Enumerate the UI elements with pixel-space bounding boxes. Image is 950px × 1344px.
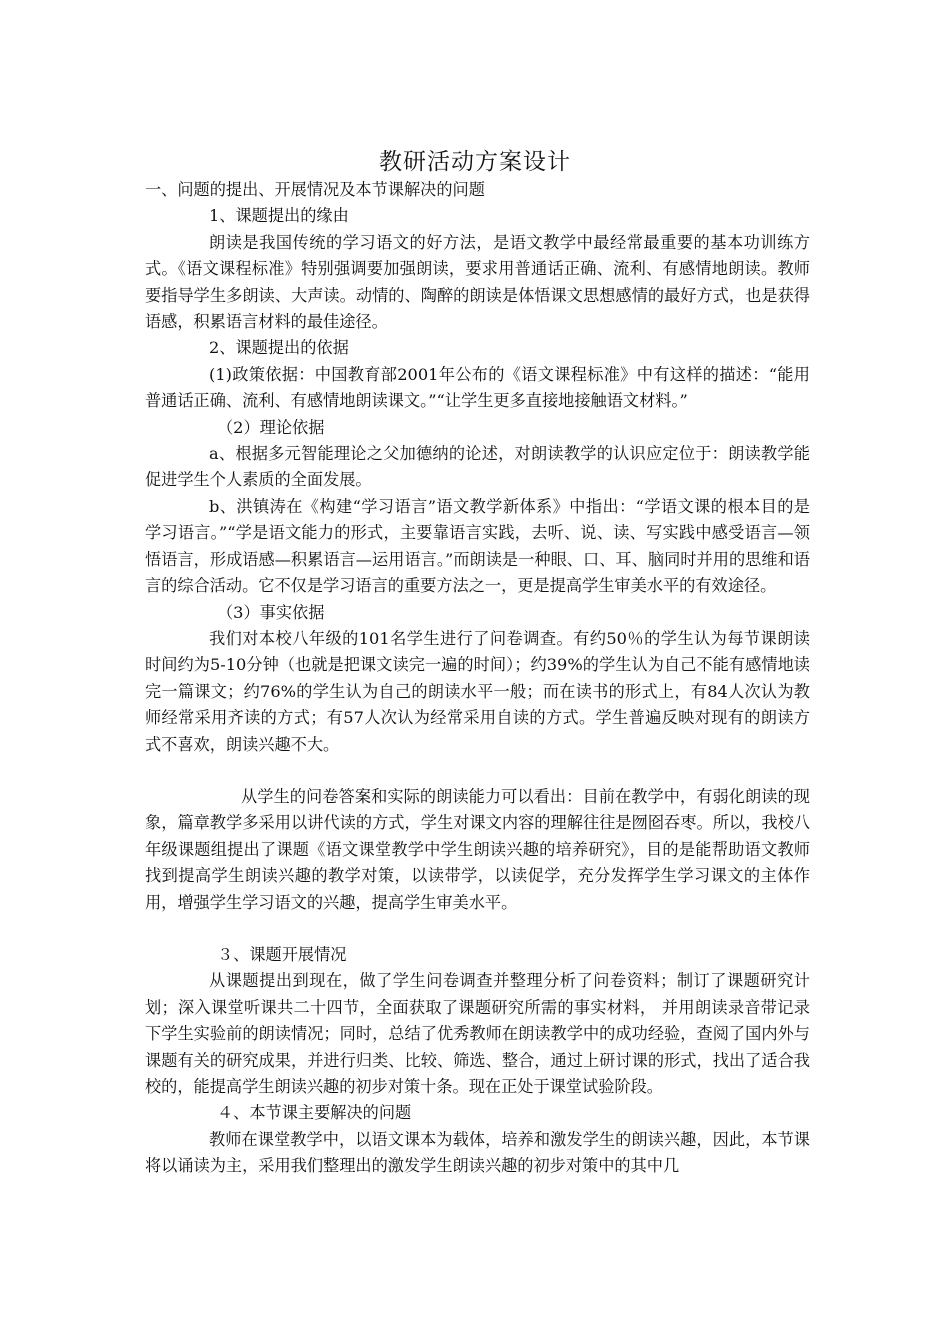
sub3-paragraph: 从课题提出到现在，做了学生问卷调查并整理分析了问卷资料；制订了课题研究计划；深入课堂听课共二十四节，全面获取了课题研究所需的事实材料， 并用朗读录音带记录下学生实验前的朗读情况；同时，总结了优秀教师在朗读教学中的成功经验，查阅了国内外与课题有关的研究成果，并进行归类、比较、筛选、整合，通过上研讨课的形式，找出了适合我校的，能提高学生朗读兴趣的初步对策十条。现在正处于课堂试验阶段。 xyxy=(145,971,810,1096)
sub4-paragraph: 教师在课堂教学中，以语文课本为载体，培养和激发学生的朗读兴趣，因此，本节课将以诵读为主，采用我们整理出的激发学生朗读兴趣的初步对策中的其中几 xyxy=(145,1129,810,1176)
blank-line xyxy=(145,916,810,942)
fact-basis-heading: （3）事实依据 xyxy=(217,602,325,622)
section1-heading: 一、问题的提出、开展情况及本节课解决的问题 xyxy=(145,180,485,199)
document-title: 教研活动方案设计 xyxy=(379,149,571,175)
theory-basis-b: b、洪镇涛在《构建“学习语言”语文教学新体系》中指出：“学语文课的根本目的是学习语言。”“学是语文能力的形式，主要靠语言实践，去听、说、读、写实践中感受语言—领悟语言，形成语感—积累语言—运用语言。”而朗读是一种眼、口、耳、脑同时并用的思维和语言的综合活动。它不仅是学习语言的重要方法之一，更是提高学生审美水平的有效途径。 xyxy=(145,496,810,596)
blank-line xyxy=(145,758,810,784)
sub2-heading: 2、课题提出的依据 xyxy=(209,338,349,358)
sub3-heading: ３、课题开展情况 xyxy=(217,944,347,964)
theory-basis-a: a、根据多元智能理论之父加德纳的论述，对朗读教学的认识应定位于：朗读教学能促进学生个人素质的全面发展。 xyxy=(145,444,810,490)
policy-basis-paragraph: (1)政策依据：中国教育部2001年公布的《语文课程标准》中有这样的描述：“能用普通话正确、流利、有感情地朗读课文。”“让学生更多直接地接触语文材料。” xyxy=(145,364,810,411)
sub4-heading: ４、本节课主要解决的问题 xyxy=(217,1103,412,1123)
document-body xyxy=(145,177,810,1180)
fact-basis-paragraph: 我们对本校八年级的101名学生进行了问卷调查。有约50％的学生认为每节课朗读时间约为5-10分钟（也就是把课文读完一遍的时间）；约39%的学生认为自己不能有感情地读完一篇课文；约76%的学生认为自己的朗读水平一般；而在读书的形式上，有84人次认为教师经常采用齐读的方式；有57人次认为经常采用自读的方式。学生普遍反映对现有的朗读方式不喜欢，朗读兴趣不大。 xyxy=(145,628,810,754)
sub1-paragraph: 朗读是我国传统的学习语文的好方法，是语文教学中最经常最重要的基本功训练方式。《语文课程标准》特别强调要加强朗读，要求用普通话正确、流利、有感情地朗读。教师要指导学生多朗读、大声读。动情的、陶醉的朗读是体悟课文思想感情的最好方式，也是获得语感，积累语言材料的最佳途径。 xyxy=(145,232,810,332)
sub1-heading: 1、课题提出的缘由 xyxy=(209,206,349,226)
theory-basis-heading: （2）理论依据 xyxy=(217,417,325,437)
conclusion-paragraph: 从学生的问卷答案和实际的朗读能力可以看出：目前在教学中，有弱化朗读的现象，篇章教学多采用以讲代读的方式，学生对课文内容的理解往往是囫囵吞枣。所以，我校八年级课题组提出了课题《语文课堂教学中学生朗读兴趣的培养研究》，目的是能帮助语文教师找到提高学生朗读兴趣的教学对策，以读带学，以读促学，充分发挥学生学习课文的主体作用，增强学生学习语文的兴趣，提高学生审美水平。 xyxy=(145,786,810,912)
